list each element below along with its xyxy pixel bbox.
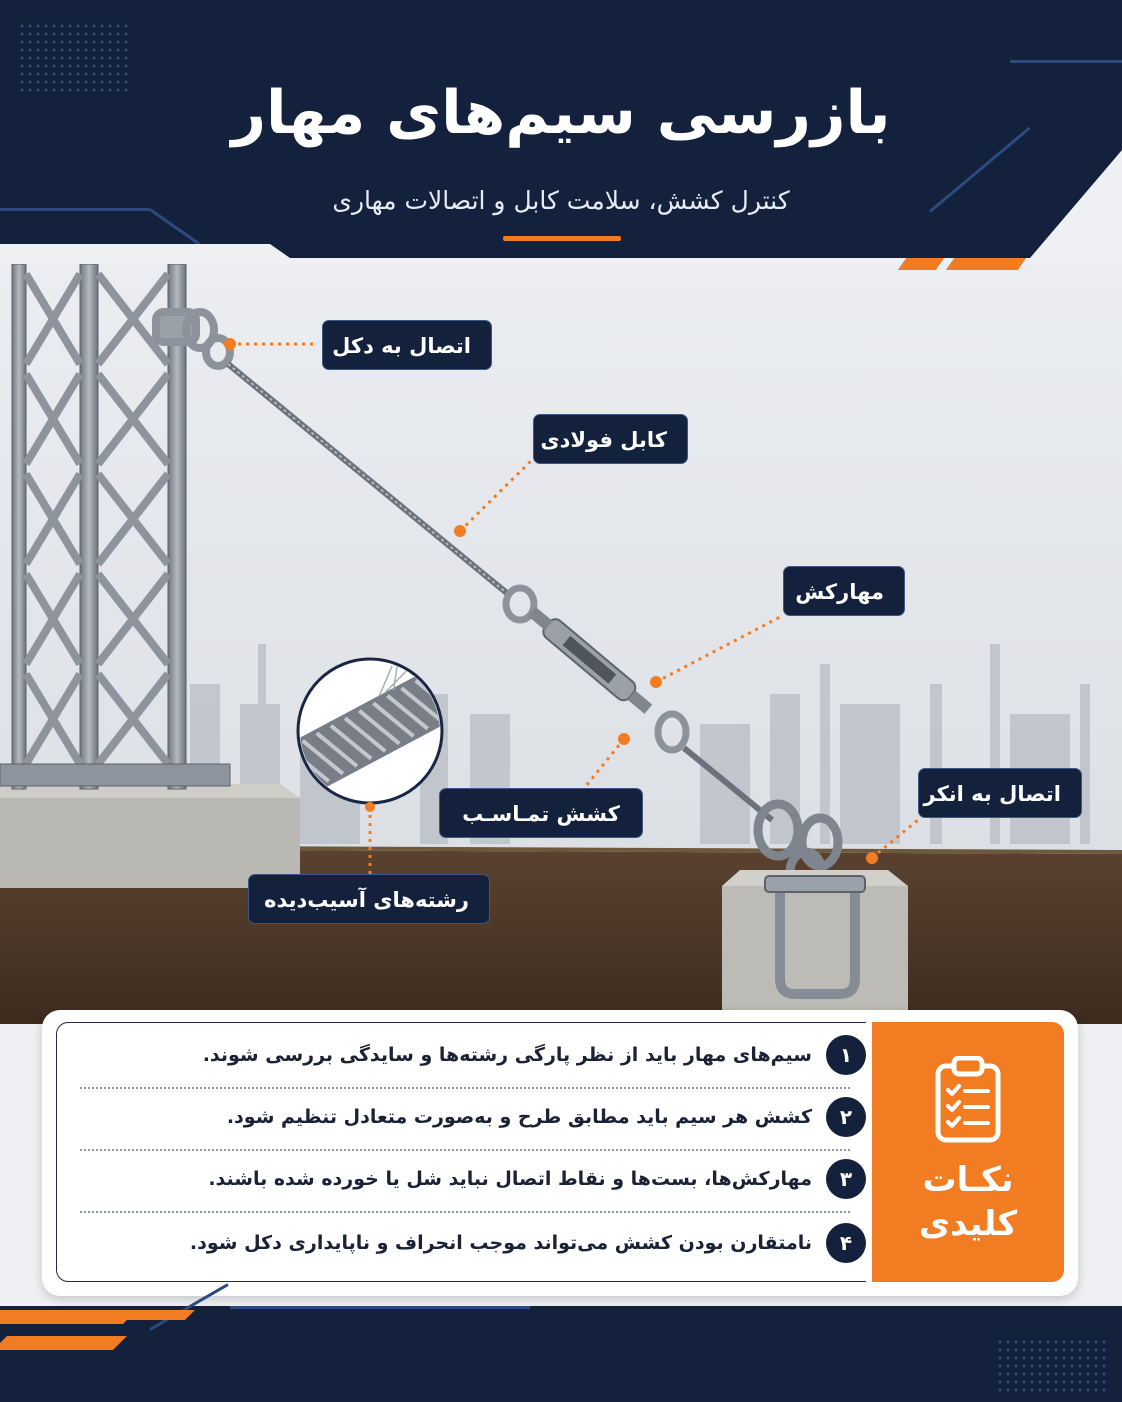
key-points-list	[56, 1022, 866, 1282]
footer-dot-pattern	[996, 1338, 1106, 1394]
key-points-header	[872, 1022, 1064, 1282]
turnbuckle	[506, 588, 686, 750]
key-points-title-line2: کلیدی	[918, 1204, 1018, 1244]
label-steel-cable: کابل فولادی	[533, 414, 688, 464]
guy-wire-illustration	[0, 264, 1122, 1024]
label-proper-tension: کشش تم‍ـاسـب	[439, 788, 643, 838]
key-point-text: مهارکش‌ها، بست‌ها و نقاط اتصال نباید شل یا خورده شده باشند.	[208, 1168, 812, 1190]
key-point-text: نامتقارن بودن کشش می‌تواند موجب انحراف و ناپایداری دکل شود.	[189, 1232, 812, 1254]
footer-circuit-line	[230, 1306, 530, 1309]
label-anchor-connection: اتصال به انکر	[918, 768, 1082, 818]
anchor-concrete-block	[722, 886, 908, 1024]
key-points-panel	[42, 1010, 1078, 1296]
key-point-number: ۳	[826, 1159, 866, 1199]
key-point-item	[76, 1213, 866, 1273]
key-points-title	[872, 1158, 1064, 1246]
footer-banner	[0, 1306, 1122, 1402]
key-point-text: سیم‌های مهار باید از نظر پارگی رشته‌ها و سایدگی بررسی شوند.	[202, 1044, 812, 1066]
clipboard-checklist-icon	[934, 1056, 1002, 1144]
header-circuit-line	[1010, 60, 1122, 63]
key-point-text: کشش هر سیم باید مطابق طرح و به‌صورت متعادل تنظیم شود.	[226, 1106, 812, 1128]
label-turnbuckle: مهارکش	[783, 566, 905, 616]
footer-accent-stripe	[0, 1336, 127, 1350]
page-subtitle: کنترل کشش، سلامت کابل و اتصالات مهاری	[332, 186, 790, 215]
label-damaged-strands: رشته‌های آسیب‌دیده	[248, 874, 490, 924]
key-point-number: ۴	[826, 1223, 866, 1263]
key-points-title-line1: نکـات	[922, 1160, 1014, 1200]
key-point-number: ۱	[826, 1035, 866, 1075]
label-tower-connection: اتصال به دکل	[322, 320, 492, 370]
key-point-number: ۲	[826, 1097, 866, 1137]
key-point-item	[76, 1149, 866, 1209]
footer-accent-stripe	[65, 1310, 195, 1320]
key-point-item	[76, 1025, 866, 1085]
title-underline	[503, 236, 621, 241]
key-point-item	[76, 1087, 866, 1147]
page-title: بازرسی سیم‌های مهار	[231, 78, 891, 148]
